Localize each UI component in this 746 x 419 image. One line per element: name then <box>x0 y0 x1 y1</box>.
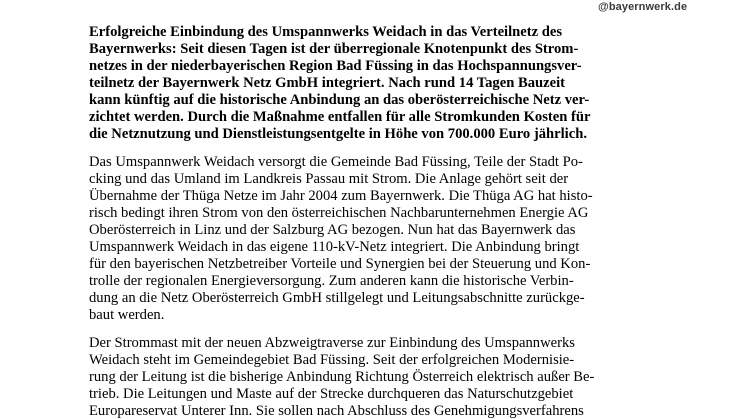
bayernwerk-domain-label: @bayernwerk.de <box>598 1 688 13</box>
lead-paragraph: Erfolgreiche Einbindung des Umspannwerks Weidach in das Verteilnetz des Bayernwerks: Seit diesen Tagen ist der überregionale Knotenpunkt des Strom- netzes in der niederbayerischen Region Bad Füssing in das Hochspannungsver- teilnetz der Bayernwerk Netz GmbH integriert. Nach rund 14 Tagen Bauzeit kann künftig auf die historische Anbindung an das oberösterreichische Netz ver- zichtet werden. Durch die Maßnahme entfallen für alle Stromkunden Kosten für die Netznutzung und Dienstleistungsentgelte in Höhe von 700.000 Euro jährlich. <box>89 24 591 142</box>
body-paragraph-2: Der Strommast mit der neuen Abzweigtraverse zur Einbindung des Umspannwerks Weidach steht im Gemeindegebiet Bad Füssing. Seit der erfolgreichen Modernisie- rung der Leitung ist die bisherige Anbindung Richtung Österreich elektrisch außer Be- trieb. Die Leitungen und Maste auf der Strecke durchqueren das Naturschutzgebiet Europareservat Unterer Inn. Sie sollen nach Abschluss des Genehmigungsverfahrens <box>89 335 595 419</box>
document-body <box>89 24 629 419</box>
body-paragraph-1: Das Umspannwerk Weidach versorgt die Gemeinde Bad Füssing, Teile der Stadt Po- cking und das Umland im Landkreis Passau mit Strom. Die Anlage gehört seit der Übernahme der Thüga Netze im Jahr 2004 zum Bayernwerk. Die Thüga AG hat histo- risch bedingt ihren Strom von den österreichischen Nachbarunternehmen Energie AG Oberösterreich in Linz und der Salzburg AG bezogen. Nun hat das Bayernwerk das Umspannwerk Weidach in das eigene 110-kV-Netz integriert. Die Anbindung bringt für den bayerischen Netzbetreiber Vorteile und Synergien bei der Steuerung und Kon- trolle der regionalen Energieversorgung. Zum anderen kann die historische Verbin- dung an die Netz Oberösterreich GmbH stillgelegt und Leitungsabschnitte zurückge- baut werden. <box>89 154 593 323</box>
